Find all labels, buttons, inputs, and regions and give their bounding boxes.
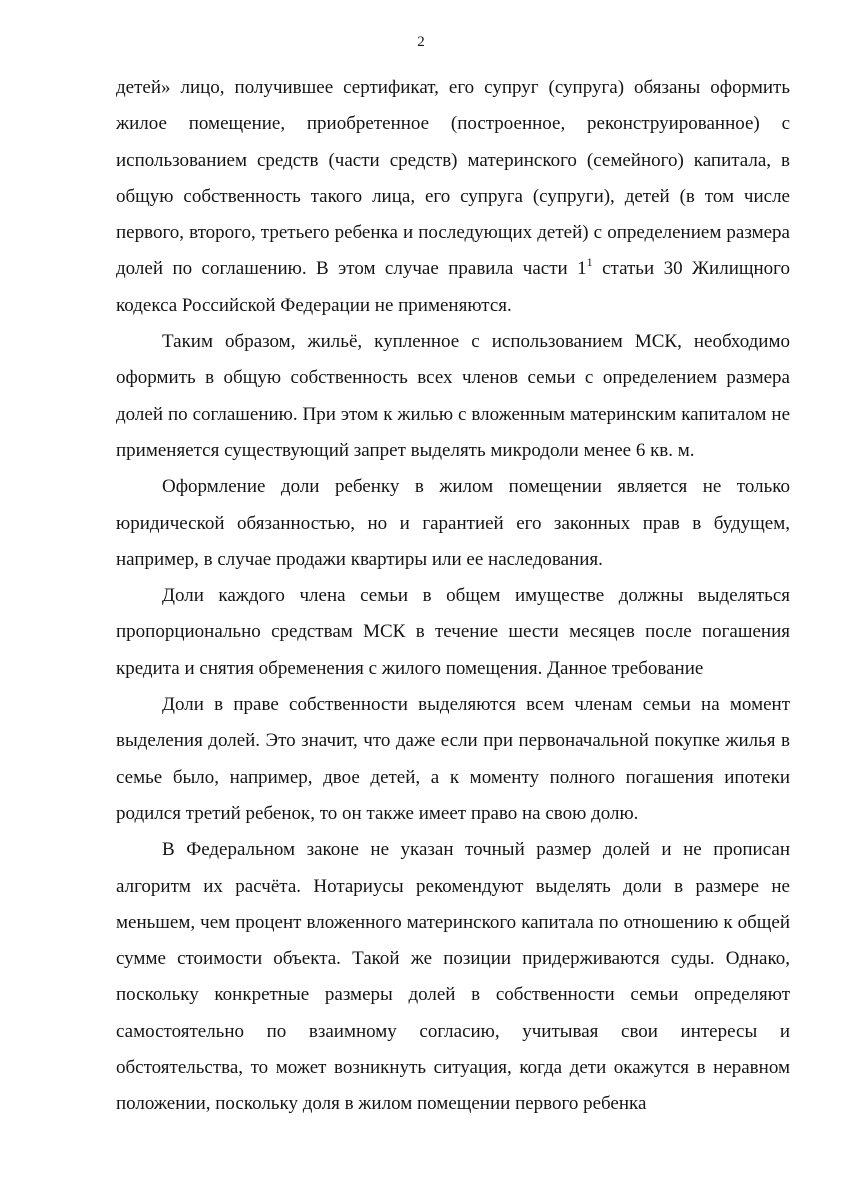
paragraph-family-members: Доли в праве собственности выделяются всем членам семьи на момент выделения долей. Это значит, что даже если при первоначальной покупке жилья в семье было, например, двое детей, а к моменту полного погашения ипотеки родился третий ребенок, то он также имеет право на свою долю. bbox=[116, 694, 790, 824]
paragraph-text: детей» лицо, получившее сертификат, его супруг (супруга) обязаны оформить жилое помещение, приобретенное (построенное, реконструированное) с использованием средств (части средств) материнского (семейного) капитала, в общую собственность такого лица, его супруга (супруги), детей (в том числе первого, второго, третьего ребенка и последующих детей) с определением размера долей по соглашению. В этом случае правила части 1 bbox=[116, 77, 790, 280]
paragraph-share-allocation: Доли каждого члена семьи в общем имуществе должны выделяться пропорционально средствам МСК в течение шести месяцев после погашения кредита и снятия обременения с жилого помещения. Данное требование bbox=[116, 585, 790, 679]
paragraph-property-registration: Таким образом, жильё, купленное с использованием МСК, необходимо оформить в общую собственность всех членов семьи с определением размера долей по соглашению. При этом к жилью с вложенным материнским капиталом не применяется существующий запрет выделять микродоли менее 6 кв. м. bbox=[116, 331, 790, 461]
paragraph-continuation bbox=[116, 70, 790, 324]
paragraph-text: статьи 30 Жилищного кодекса Российской Федерации не применяются. bbox=[116, 258, 790, 316]
paragraph-share-size: В Федеральном законе не указан точный размер долей и не прописан алгоритм их расчёта. Нотариусы рекомендуют выделять доли в размере не меньшем, чем процент вложенного материнского капитала по отношению к общей сумме стоимости объекта. Такой же позиции придерживаются суды. Однако, поскольку конкретные размеры долей в собственности семьи определяют самостоятельно по взаимному согласию, учитывая свои интересы и обстоятельства, то может возникнуть ситуация, когда дети окажутся в неравном положении, поскольку доля в жилом помещении первого ребенка bbox=[116, 839, 790, 1115]
superscript-reference: 1 bbox=[586, 255, 593, 270]
paragraph-child-share: Оформление доли ребенку в жилом помещении является не только юридической обязанностью, но и гарантией его законных прав в будущем, например, в случае продажи квартиры или ее наследования. bbox=[116, 476, 790, 570]
document-body bbox=[116, 70, 790, 1123]
page-number: 2 bbox=[417, 34, 425, 50]
